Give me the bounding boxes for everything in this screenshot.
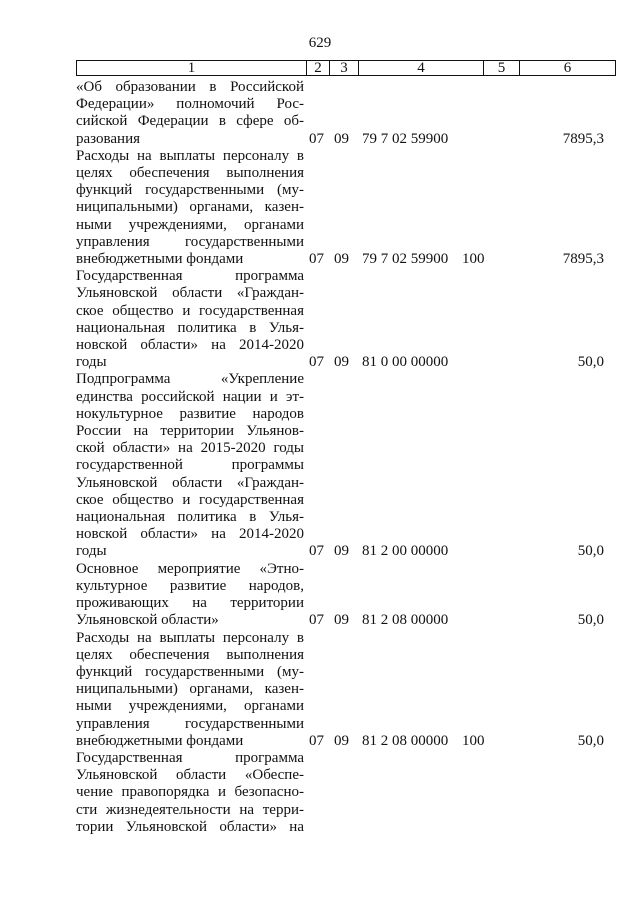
subsection-code: 09 <box>334 354 349 371</box>
description-line: разования <box>76 130 140 147</box>
row-description <box>76 630 304 750</box>
expense-type-code: 100 <box>462 251 485 268</box>
description-line: ниципальными) органами, казен- <box>76 199 304 216</box>
description-line: государственной программы <box>76 457 304 474</box>
table-row <box>76 630 616 750</box>
column-header-2: 2 <box>307 61 330 76</box>
description-line: новской области» на 2014-2020 <box>76 526 304 543</box>
description-line: чение правопорядка и безопасно- <box>76 784 304 801</box>
description-line: ской области» на 2015-2020 годы <box>76 440 304 457</box>
column-header-5: 5 <box>484 61 520 76</box>
section-code: 07 <box>309 130 324 147</box>
description-line: Ульяновской области» <box>76 612 219 629</box>
description-line: Ульяновской области «Граждан- <box>76 474 304 491</box>
amount: 50,0 <box>577 354 604 371</box>
section-code: 07 <box>309 354 324 371</box>
row-description <box>76 79 304 148</box>
description-line: национальная политика в Улья- <box>76 509 304 526</box>
description-line: Расходы на выплаты персоналу в <box>76 629 304 646</box>
description-line: управления государственными <box>76 233 304 250</box>
target-article-code: 79 7 02 59900 <box>362 251 449 268</box>
amount: 7895,3 <box>562 251 604 268</box>
row-description <box>76 148 304 268</box>
description-line: Основное мероприятие «Этно- <box>76 560 304 577</box>
section-code: 07 <box>309 732 324 749</box>
row-description <box>76 561 304 630</box>
description-line: целях обеспечения выполнения <box>76 646 304 663</box>
description-line: культурное развитие народов, <box>76 577 304 594</box>
subsection-code: 09 <box>334 130 349 147</box>
row-description <box>76 268 304 371</box>
description-line: проживающих на территории <box>76 595 304 612</box>
target-article-code: 81 2 00 00000 <box>362 543 449 560</box>
section-code: 07 <box>309 251 324 268</box>
subsection-code: 09 <box>334 732 349 749</box>
description-line: России на территории Ульянов- <box>76 423 304 440</box>
table-row <box>76 79 616 148</box>
subsection-code: 09 <box>334 543 349 560</box>
description-line: годы <box>76 543 107 560</box>
description-line: нокультурное развитие народов <box>76 405 304 422</box>
amount: 50,0 <box>577 543 604 560</box>
description-line: целях обеспечения выполнения <box>76 165 304 182</box>
expense-type-code: 100 <box>462 732 485 749</box>
description-line: Федерации» полномочий Рос- <box>76 96 304 113</box>
description-line: годы <box>76 354 107 371</box>
column-header-3: 3 <box>330 61 359 76</box>
subsection-code: 09 <box>334 612 349 629</box>
description-line: тории Ульяновской области» на <box>76 818 304 835</box>
table-row <box>76 561 616 630</box>
row-description <box>76 371 304 560</box>
description-line: сти жизнедеятельности на терри- <box>76 801 304 818</box>
description-line: Ульяновской области «Обеспе- <box>76 767 304 784</box>
description-line: новской области» на 2014-2020 <box>76 337 304 354</box>
description-line: Государственная программа <box>76 268 304 285</box>
subsection-code: 09 <box>334 251 349 268</box>
target-article-code: 81 0 00 00000 <box>362 354 449 371</box>
description-line: ными учреждениями, органами <box>76 216 304 233</box>
description-line: ское общество и государственная <box>76 491 304 508</box>
section-code: 07 <box>309 543 324 560</box>
description-line: ниципальными) органами, казен- <box>76 681 304 698</box>
target-article-code: 81 2 08 00000 <box>362 612 449 629</box>
column-header-table <box>76 60 616 76</box>
description-line: управления государственными <box>76 715 304 732</box>
budget-rows <box>76 79 616 836</box>
description-line: единства российской нации и эт- <box>76 388 304 405</box>
column-header-row <box>77 61 616 76</box>
target-article-code: 79 7 02 59900 <box>362 130 449 147</box>
table-row <box>76 750 616 836</box>
description-line: ными учреждениями, органами <box>76 698 304 715</box>
description-line: внебюджетными фондами <box>76 251 244 268</box>
column-header-4: 4 <box>359 61 484 76</box>
description-line: внебюджетными фондами <box>76 732 244 749</box>
description-line: функций государственными (му- <box>76 663 304 680</box>
page-number: 629 <box>308 35 332 51</box>
description-line: Ульяновской области «Граждан- <box>76 285 304 302</box>
column-header-6: 6 <box>520 61 616 76</box>
section-code: 07 <box>309 612 324 629</box>
description-line: сийской Федерации в сфере об- <box>76 113 304 130</box>
table-row <box>76 371 616 560</box>
description-line: «Об образовании в Российской <box>76 79 304 95</box>
table-row <box>76 268 616 371</box>
amount: 50,0 <box>577 732 604 749</box>
row-description <box>76 750 304 836</box>
description-line: Государственная программа <box>76 749 304 766</box>
amount: 7895,3 <box>562 130 604 147</box>
description-line: национальная политика в Улья- <box>76 319 304 336</box>
column-header-1: 1 <box>77 61 307 76</box>
description-line: Подпрограмма «Укрепление <box>76 371 304 388</box>
description-line: Расходы на выплаты персоналу в <box>76 147 304 164</box>
target-article-code: 81 2 08 00000 <box>362 732 449 749</box>
description-line: функций государственными (му- <box>76 182 304 199</box>
table-row <box>76 148 616 268</box>
amount: 50,0 <box>577 612 604 629</box>
description-line: ское общество и государственная <box>76 302 304 319</box>
